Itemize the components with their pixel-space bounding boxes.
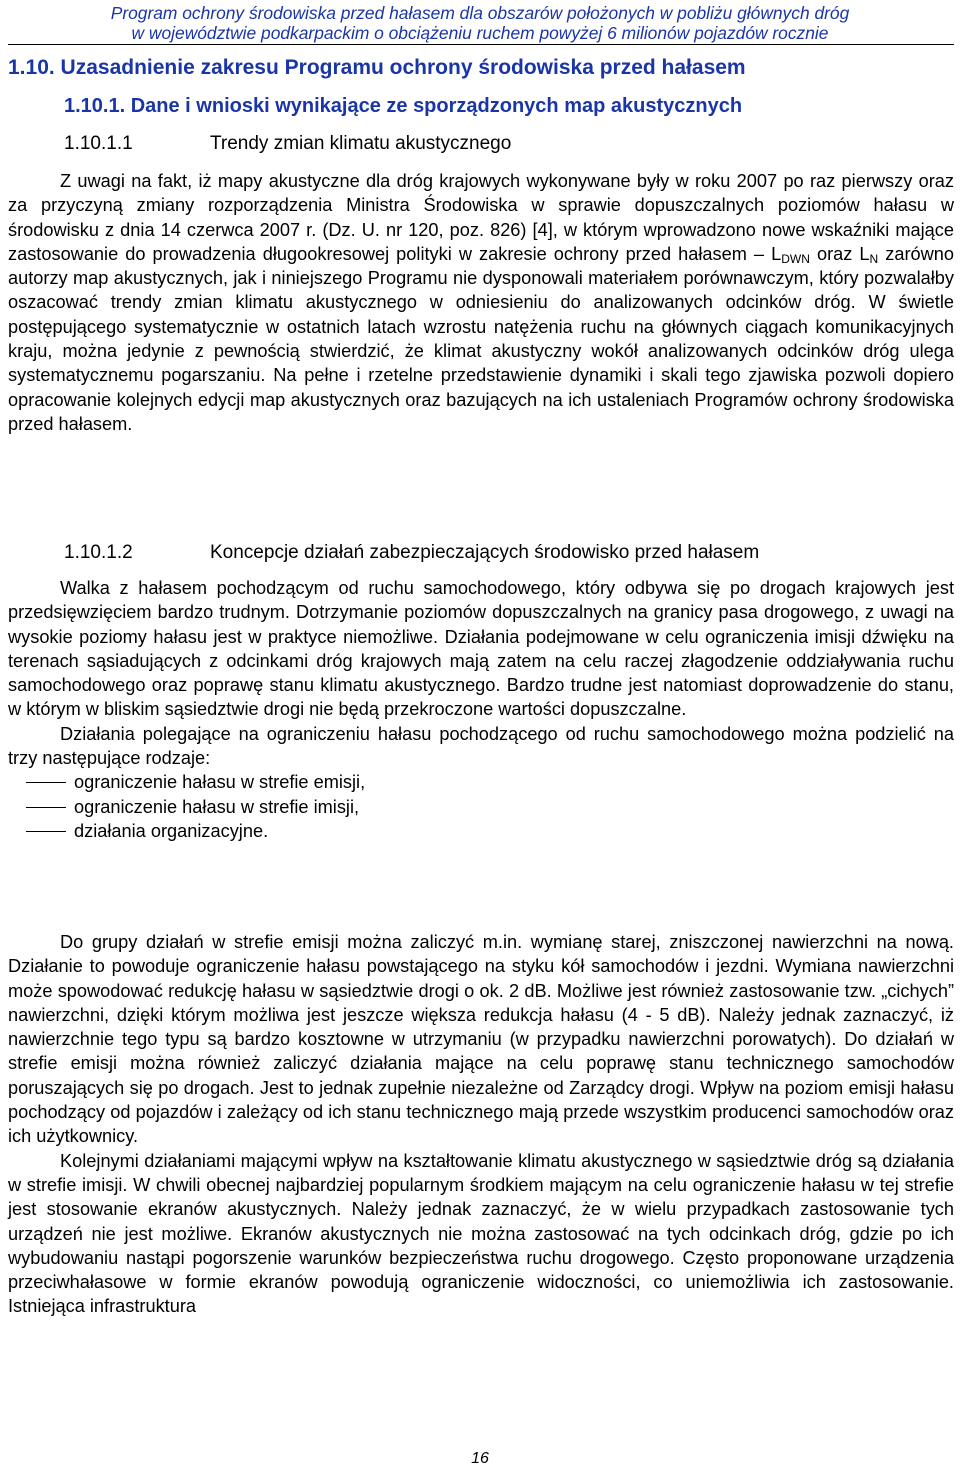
bullet-list: [8, 770, 954, 843]
list-item: [8, 819, 954, 843]
list-item-text: działania organizacyjne.: [74, 820, 269, 841]
list-item-text: ograniczenie hałasu w strefie emisji,: [74, 772, 366, 793]
body-text-block-3: [8, 930, 954, 1319]
subsubsection-title: Trendy zmian klimatu akustycznego: [210, 133, 512, 154]
section-heading: 1.10. Uzasadnienie zakresu Programu ochrony środowiska przed hałasem: [8, 56, 746, 79]
dash-bullet-icon: [26, 807, 66, 808]
running-header: [0, 3, 960, 43]
paragraph: [8, 169, 954, 436]
subsubsection-heading-2: [64, 540, 759, 566]
page-number: 16: [471, 1450, 489, 1467]
subsubsection-title: Koncepcje działań zabezpieczających środowisko przed hałasem: [210, 542, 760, 563]
paragraph-text: Z uwagi na fakt, iż mapy akustyczne dla dróg krajowych wykonywane były w roku 2007 po raz pierwszy oraz za przyczyną zmiany rozporządzenia Ministra Środowiska w sprawie dopuszczalnych poziomów hałasu w środowisku z dnia 14 czerwca 2007 r. (Dz. U. nr 120, poz. 826) [4], w którym wprowadzono nowe wskaźniki mające zastosowanie do prowadzenia długookresowej polityki w zakresie ochrony przed hałasem – L: [8, 171, 954, 264]
subsubsection-number: 1.10.1.1: [64, 133, 133, 154]
list-item: [8, 795, 954, 819]
paragraph: Do grupy działań w strefie emisji można zaliczyć m.in. wymianę starej, zniszczonej nawierzchni na nową. Działanie to powoduje ograniczenie hałasu powstającego na styku kół samochodów i jezdni. Wymiana nawierzchni może spowodować redukcję hałasu w sąsiedztwie drogi o ok. 2 dB. Możliwe jest również zastosowanie tzw. „cichych” nawierzchni, dzięki którym możliwa jest jeszcze większa redukcja hałasu (4 - 5 dB). Należy jednak zaznaczyć, iż nawierzchnie tego typu są bardzo kosztowne w utrzymaniu (w przypadku nawierzchni porowatych). Do działań w strefie emisji można również zaliczyć działania mające na celu poprawę stanu technicznego samochodów poruszających się po drogach. Jest to jednak zupełnie niezależne od Zarządcy drogi. Wpływ na poziom emisji hałasu pochodzący od pojazdów i zależący od ich stanu technicznego mają przede wszystkim producenci samochodów oraz ich użytkownicy.: [8, 932, 954, 1147]
paragraph-text: zarówno autorzy map akustycznych, jak i niniejszego Programu nie dysponowali materiałem porównawczym, który pozwalałby oszacować trendy zmian klimatu akustycznego w odniesieniu do analizowanych odcinków dróg. W świetle postępującego systematycznie w ostatnich latach wzrostu natężenia ruchu na głównych ciągach komunikacyjnych kraju, można jedynie z pewnością stwierdzić, że klimat akustyczny wokół analizowanych odcinków dróg ulega systematycznemu pogarszaniu. Na pełne i rzetelne przedstawienie dynamiki i skali tego zjawiska pozwoli dopiero opracowanie kolejnych edycji map akustycznych oraz bazujących na ich ustaleniach Programów ochrony środowiska przed hałasem.: [8, 243, 954, 434]
dash-bullet-icon: [26, 831, 66, 832]
body-text-block-2: [8, 576, 954, 843]
paragraph-text: oraz L: [809, 243, 870, 264]
paragraph: Walka z hałasem pochodzącym od ruchu samochodowego, który odbywa się po drogach krajowych jest przedsięwzięciem bardzo trudnym. Dotrzymanie poziomów dopuszczalnych na granicy pasa drogowego, z uwagi na wysokie poziomy hałasu jest w praktyce niemożliwe. Działania podejmowane w celu ograniczenia imisji dźwięku na terenach sąsiadujących z odcinkami dróg krajowych mają zatem na celu raczej złagodzenie oddziaływania ruchu samochodowego oraz poprawę stanu klimatu akustycznego. Bardzo trudne jest natomiast doprowadzenie do stanu, w którym w bliskim sąsiedztwie drogi nie będą przekroczone wartości dopuszczalne.: [8, 578, 954, 720]
header-rule: [8, 44, 954, 45]
subscript-dwn: DWN: [781, 251, 810, 266]
body-text-block-1: [8, 169, 954, 436]
running-header-line-2: w województwie podkarpackim o obciążeniu ruchem powyżej 6 milionów pojazdów rocznie: [131, 23, 829, 43]
running-header-line-1: Program ochrony środowiska przed hałasem dla obszarów położonych w pobliżu głównych dróg: [110, 3, 850, 23]
list-item-text: ograniczenie hałasu w strefie imisji,: [74, 796, 360, 817]
subsubsection-heading-1: [64, 131, 511, 157]
paragraph: Kolejnymi działaniami mającymi wpływ na kształtowanie klimatu akustycznego w sąsiedztwie dróg są działania w strefie imisji. W chwili obecnej najbardziej popularnym środkiem mającym na celu ograniczenie hałasu w tej strefie jest stosowanie ekranów akustycznych. Należy jednak zaznaczyć, że w wielu przypadkach zastosowanie tych urządzeń nie jest możliwe. Ekranów akustycznych nie można zastosować na tych odcinkach dróg, gdzie po ich wybudowaniu nastąpi pogorszenie warunków bezpieczeństwa ruchu drogowego. Często proponowane urządzenia przeciwhałasowe w formie ekranów powodują ograniczenie widoczności, co uniemożliwia ich zastosowanie. Istniejąca infrastruktura: [8, 1150, 954, 1317]
paragraph: Działania polegające na ograniczeniu hałasu pochodzącego od ruchu samochodowego można podzielić na trzy następujące rodzaje:: [8, 723, 954, 769]
list-item: [8, 770, 954, 794]
dash-bullet-icon: [26, 782, 66, 783]
subsubsection-number: 1.10.1.2: [64, 542, 133, 563]
subscript-n: N: [869, 251, 879, 266]
subsection-heading: 1.10.1. Dane i wnioski wynikające ze sporządzonych map akustycznych: [64, 95, 743, 117]
